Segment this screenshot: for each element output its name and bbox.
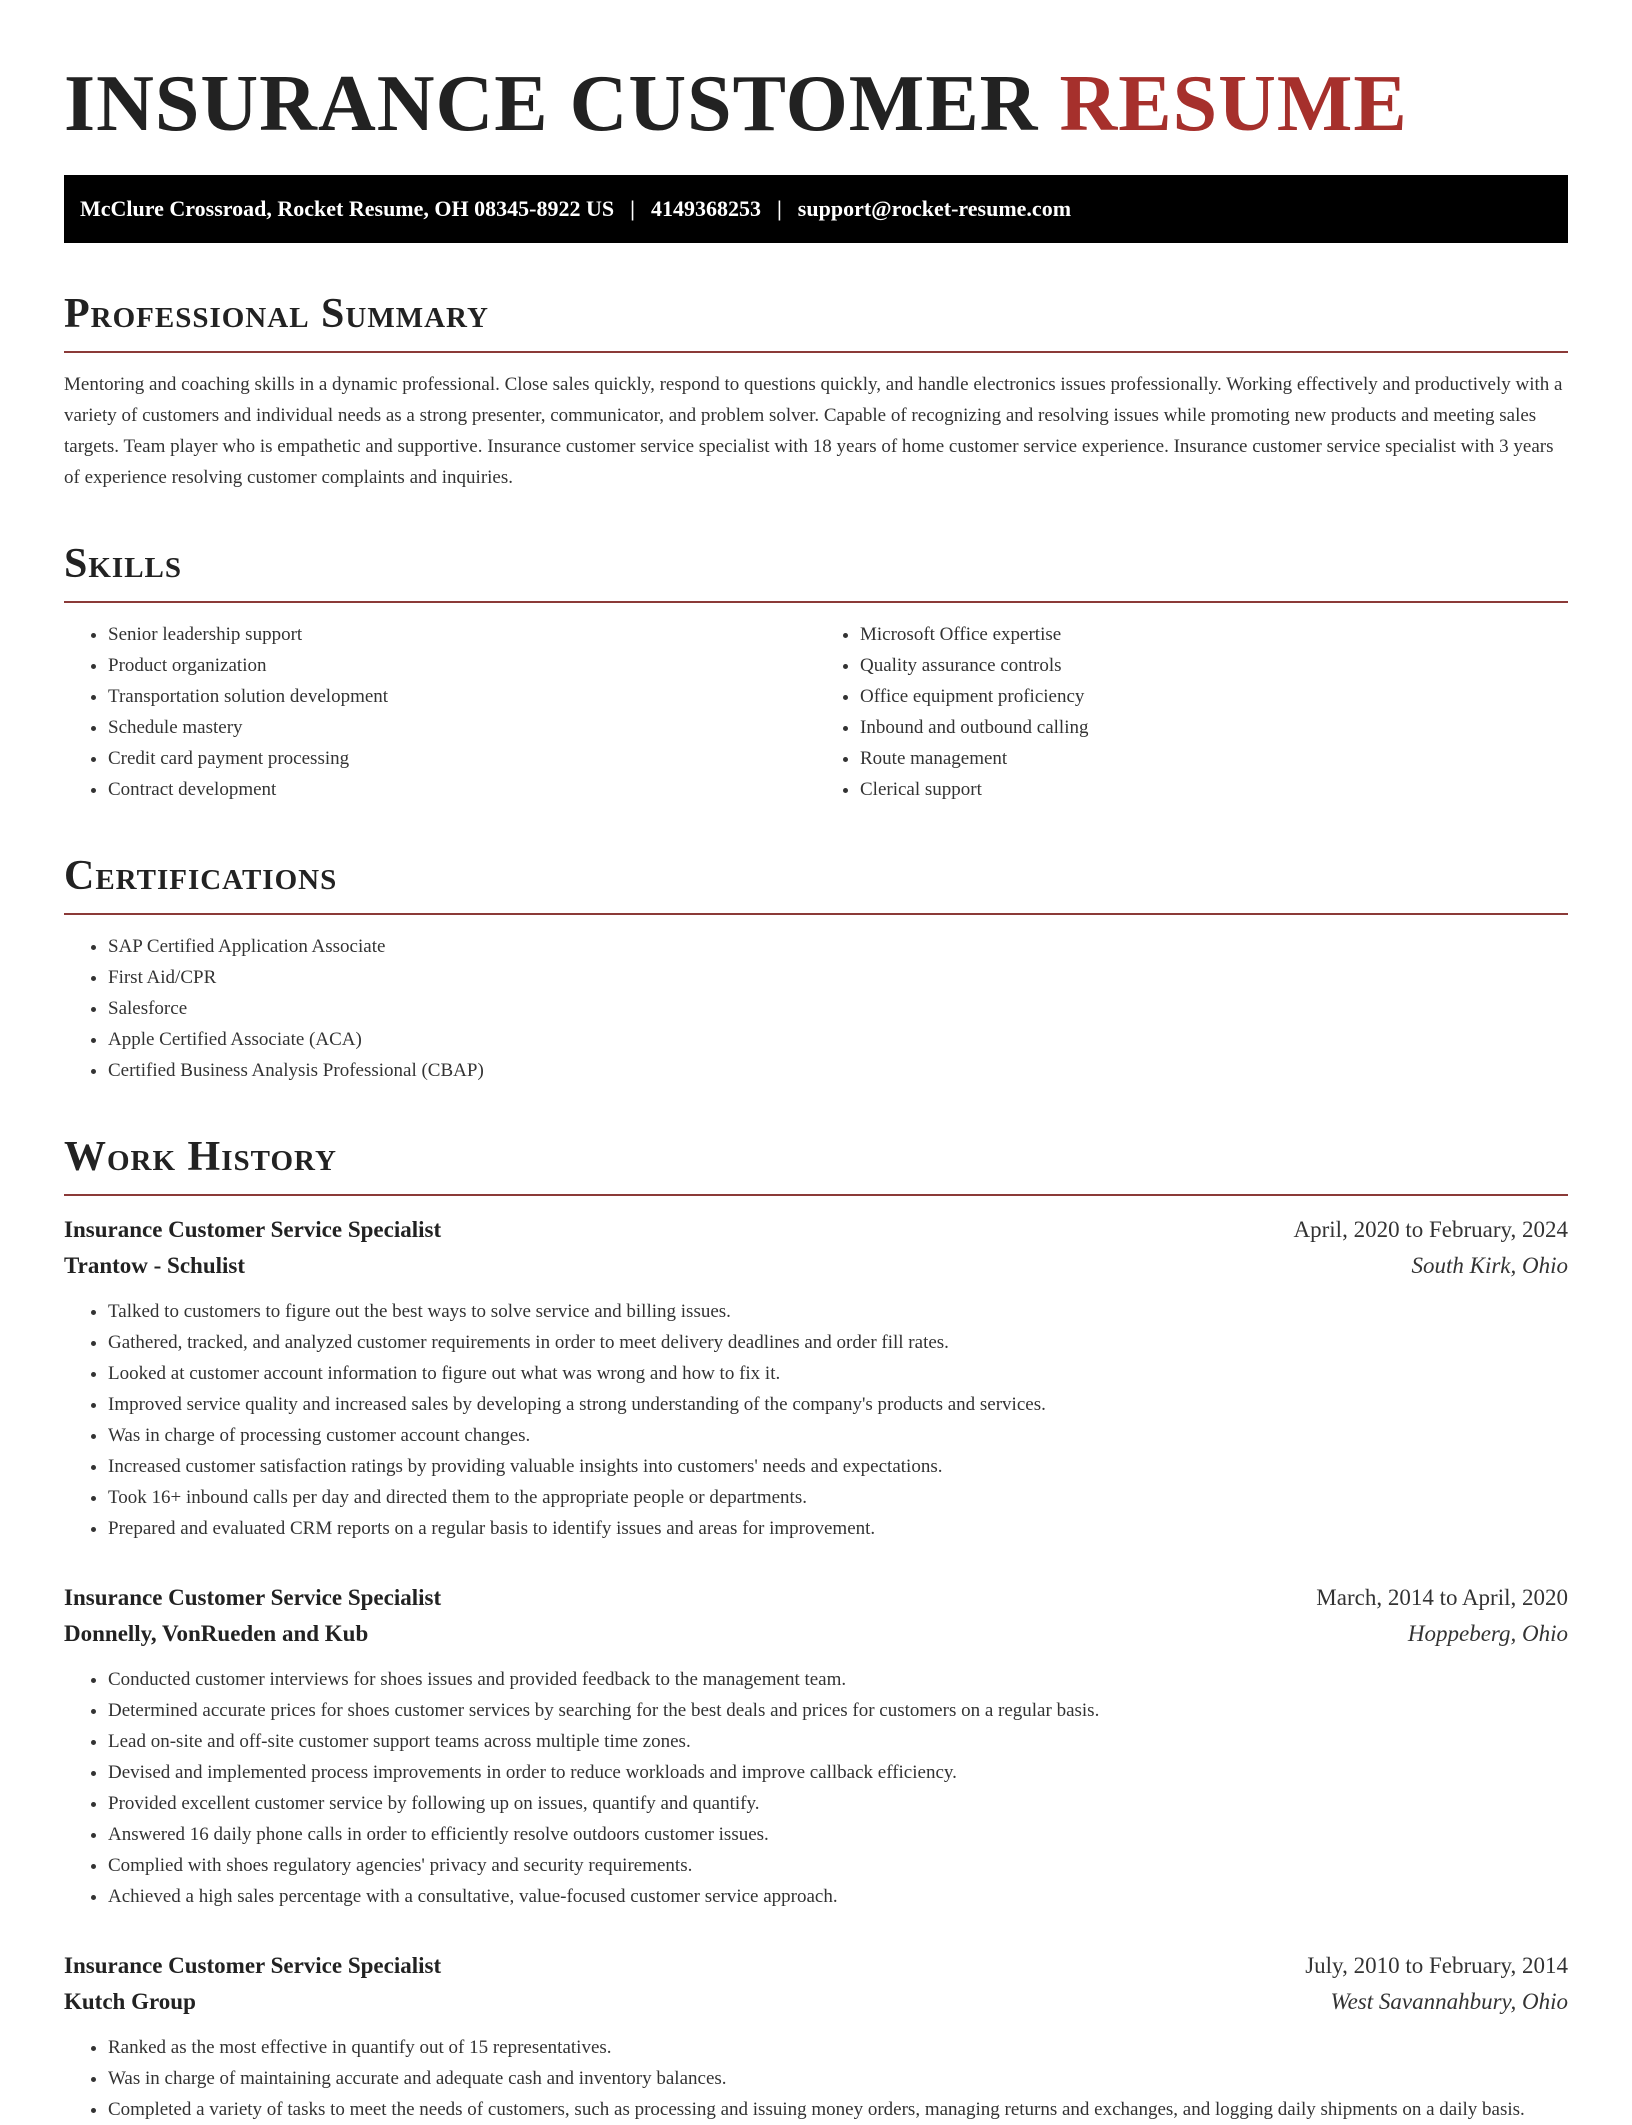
job-duty-item: • Completed a variety of tasks to meet the needs of customers, such as processing and issuing money orders, managing returns and exchanges, and logging daily shipments on a daily basis. — [108, 2094, 1568, 2125]
job-location: West Savannahbury, Ohio — [1330, 1989, 1568, 2014]
skills-list-right — [816, 619, 1568, 805]
contact-phone: 4149368253 — [650, 196, 761, 221]
contact-separator: | — [776, 196, 782, 221]
resume-title — [64, 56, 1568, 152]
job-header-row — [64, 1212, 1568, 1248]
contact-address: McClure Crossroad, Rocket Resume, OH 08345-8922 US — [80, 196, 615, 221]
professional-summary-section — [64, 289, 1568, 493]
certification-item: • Apple Certified Associate (ACA) — [108, 1024, 1568, 1055]
certification-item: • Certified Business Analysis Professional (CBAP) — [108, 1055, 1568, 1086]
job-location: Hoppeberg, Ohio — [1407, 1621, 1568, 1646]
contact-bar — [64, 175, 1568, 243]
job-dates: March, 2014 to April, 2020 — [1316, 1585, 1568, 1610]
job-entry — [64, 1580, 1568, 1912]
summary-text: Mentoring and coaching skills in a dynamic professional. Close sales quickly, respond to questions quickly, and handle electronics issues professionally. Working effectively and productively with a variety of customers and individual needs as a strong presenter, communicator, and problem solver. Capable of recognizing and resolving issues while promoting new products and meeting sales targets. Team player who is empathetic and supportive. Insurance customer service specialist with 18 years of home customer service experience. Insurance customer service specialist with 3 years of experience resolving customer complaints and inquiries. — [64, 374, 1563, 488]
skills-list-left — [64, 619, 816, 805]
job-duty-item: • Was in charge of maintaining accurate and adequate cash and inventory balances. — [108, 2063, 1568, 2094]
job-duty-item: • Lead on-site and off-site customer support teams across multiple time zones. — [108, 1726, 1568, 1757]
job-dates: July, 2010 to February, 2014 — [1305, 1953, 1568, 1978]
job-duty-item: • Increased customer satisfaction ratings by providing valuable insights into customers' needs and expectations. — [108, 1451, 1568, 1482]
skill-item: • Senior leadership support — [108, 619, 816, 650]
skill-item: • Route management — [860, 743, 1568, 774]
skill-item: • Product organization — [108, 650, 816, 681]
job-duties-list — [64, 2032, 1568, 2125]
job-duty-item: • Achieved a high sales percentage with a consultative, value-focused customer service approach. — [108, 1881, 1568, 1912]
section-heading: Work History — [64, 1132, 1568, 1196]
job-company-row — [64, 1616, 1568, 1652]
job-duty-item: • Complied with shoes regulatory agencies' privacy and security requirements. — [108, 1850, 1568, 1881]
job-duty-item: • Improved service quality and increased sales by developing a strong understanding of the company's products and services. — [108, 1389, 1568, 1420]
job-company: Kutch Group — [64, 1989, 196, 2014]
skill-item: • Office equipment proficiency — [860, 681, 1568, 712]
job-entry — [64, 1212, 1568, 1544]
job-title: Insurance Customer Service Specialist — [64, 1585, 442, 1610]
resume-title-accent: RESUME — [1059, 60, 1408, 148]
job-dates: April, 2020 to February, 2024 — [1293, 1217, 1568, 1242]
job-company: Trantow - Schulist — [64, 1253, 246, 1278]
certification-item: • First Aid/CPR — [108, 962, 1568, 993]
job-duty-item: • Answered 16 daily phone calls in order to efficiently resolve outdoors customer issues. — [108, 1819, 1568, 1850]
job-duty-item: • Looked at customer account information to figure out what was wrong and how to fix it. — [108, 1358, 1568, 1389]
job-company: Donnelly, VonRueden and Kub — [64, 1621, 369, 1646]
skills-section — [64, 539, 1568, 805]
section-heading: Professional Summary — [64, 289, 1568, 353]
job-header-row — [64, 1948, 1568, 1984]
job-duty-item: • Conducted customer interviews for shoes issues and provided feedback to the management team. — [108, 1664, 1568, 1695]
job-duties-list — [64, 1296, 1568, 1544]
contact-email: support@rocket-resume.com — [797, 196, 1072, 221]
job-duty-item: • Determined accurate prices for shoes customer services by searching for the best deals and prices for customers on a regular basis. — [108, 1695, 1568, 1726]
job-duty-item: • Provided excellent customer service by following up on issues, quantify and quantify. — [108, 1788, 1568, 1819]
certification-item: • SAP Certified Application Associate — [108, 931, 1568, 962]
job-duty-item: • Prepared and evaluated CRM reports on a regular basis to identify issues and areas for improvement. — [108, 1513, 1568, 1544]
job-company-row — [64, 1248, 1568, 1284]
job-duty-item: • Took 16+ inbound calls per day and directed them to the appropriate people or departments. — [108, 1482, 1568, 1513]
section-heading: Certifications — [64, 851, 1568, 915]
job-duty-item: • Was in charge of processing customer account changes. — [108, 1420, 1568, 1451]
job-duty-item: • Talked to customers to figure out the best ways to solve service and billing issues. — [108, 1296, 1568, 1327]
job-entry — [64, 1948, 1568, 2125]
job-location: South Kirk, Ohio — [1411, 1253, 1568, 1278]
skill-item: • Schedule mastery — [108, 712, 816, 743]
job-duty-item: • Gathered, tracked, and analyzed customer requirements in order to meet delivery deadlines and order fill rates. — [108, 1327, 1568, 1358]
skill-item: • Microsoft Office expertise — [860, 619, 1568, 650]
certification-item: • Salesforce — [108, 993, 1568, 1024]
resume-title-main: INSURANCE CUSTOMER — [64, 60, 1039, 148]
certifications-list — [64, 931, 1568, 1086]
job-title: Insurance Customer Service Specialist — [64, 1217, 442, 1242]
skill-item: • Contract development — [108, 774, 816, 805]
skill-item: • Quality assurance controls — [860, 650, 1568, 681]
job-header-row — [64, 1580, 1568, 1616]
skills-grid — [64, 603, 1568, 805]
job-duty-item: • Ranked as the most effective in quantify out of 15 representatives. — [108, 2032, 1568, 2063]
skill-item: • Clerical support — [860, 774, 1568, 805]
section-heading: Skills — [64, 539, 1568, 603]
skill-item: • Credit card payment processing — [108, 743, 816, 774]
contact-separator: | — [630, 196, 635, 221]
job-duty-item: • Devised and implemented process improvements in order to reduce workloads and improve callback efficiency. — [108, 1757, 1568, 1788]
job-company-row — [64, 1984, 1568, 2020]
job-duties-list — [64, 1664, 1568, 1912]
skill-item: • Inbound and outbound calling — [860, 712, 1568, 743]
certifications-section — [64, 851, 1568, 1086]
skill-item: • Transportation solution development — [108, 681, 816, 712]
job-title: Insurance Customer Service Specialist — [64, 1953, 442, 1978]
work-history-section — [64, 1132, 1568, 2125]
